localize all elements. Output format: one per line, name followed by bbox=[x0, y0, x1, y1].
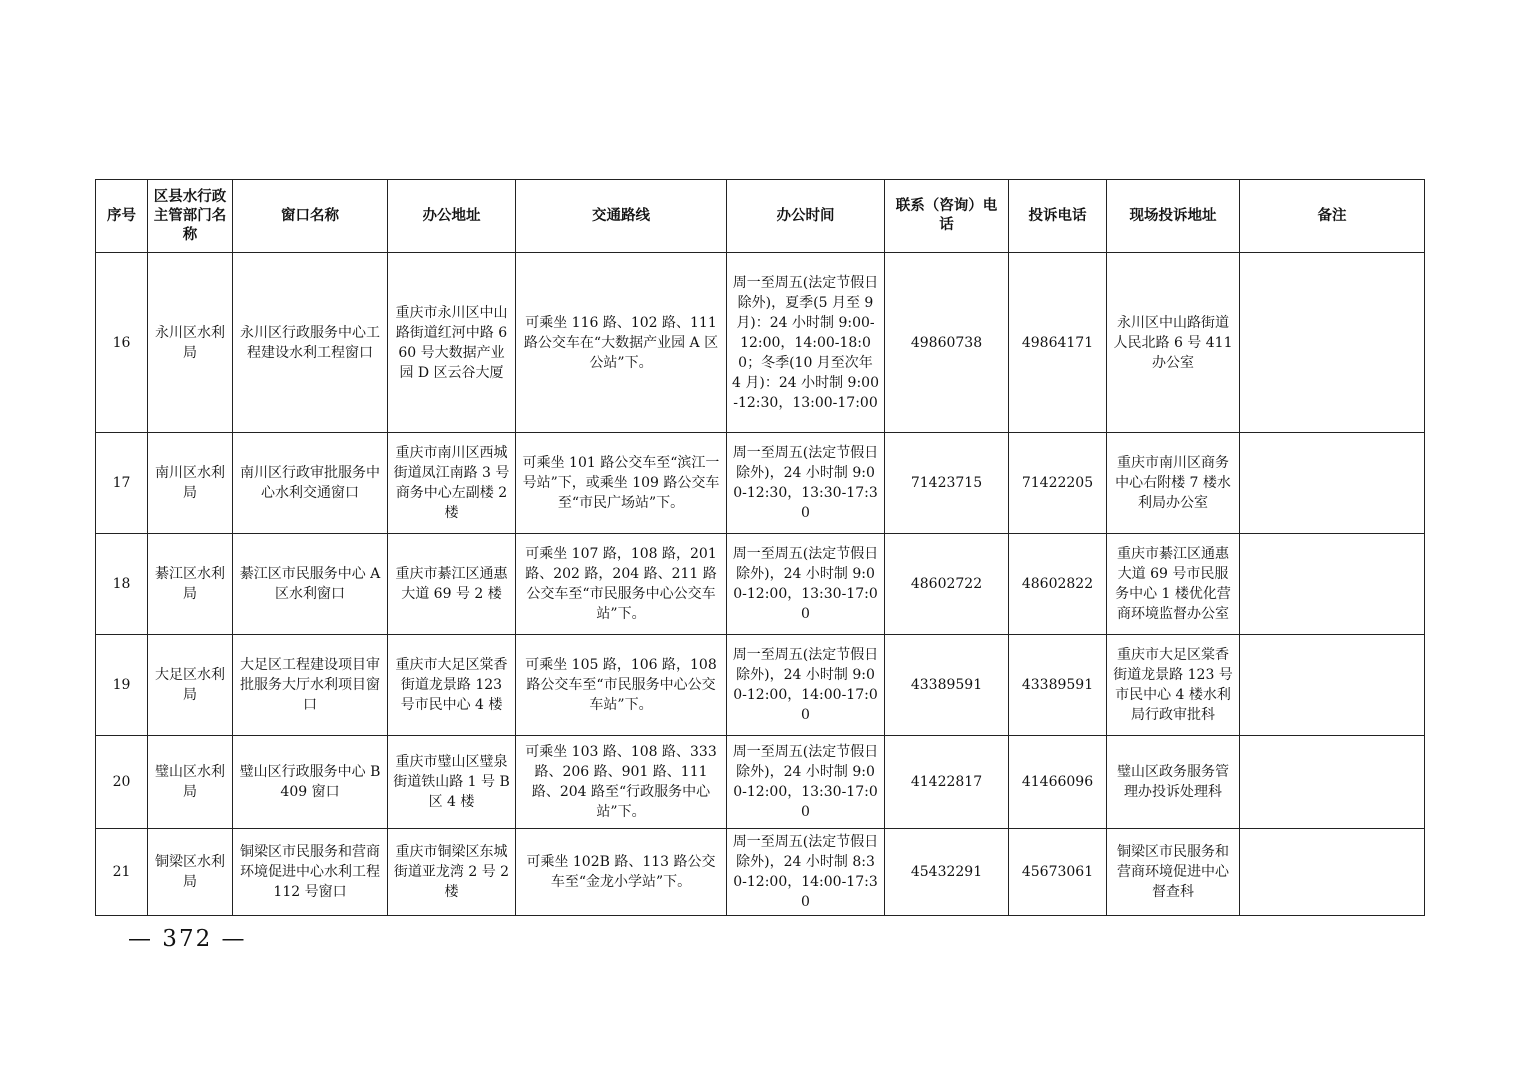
cell-address: 重庆市永川区中山路街道红河中路 660 号大数据产业园 D 区云谷大厦 bbox=[388, 253, 516, 433]
cell-phone: 43389591 bbox=[885, 635, 1009, 736]
cell-address: 重庆市璧山区璧泉街道铁山路 1 号 B 区 4 楼 bbox=[388, 736, 516, 829]
cell-no: 21 bbox=[96, 829, 148, 916]
cell-phone: 49860738 bbox=[885, 253, 1009, 433]
cell-phone: 41422817 bbox=[885, 736, 1009, 829]
cell-hours: 周一至周五(法定节假日除外)，24 小时制 9:00-12:00，13:30-17:00 bbox=[727, 736, 885, 829]
cell-no: 19 bbox=[96, 635, 148, 736]
cell-dept: 永川区水利局 bbox=[148, 253, 233, 433]
table-row bbox=[96, 736, 1425, 829]
cell-no: 16 bbox=[96, 253, 148, 433]
cell-complaint-phone: 49864171 bbox=[1009, 253, 1107, 433]
cell-window: 铜梁区市民服务和营商环境促进中心水利工程 112 号窗口 bbox=[233, 829, 388, 916]
cell-transport: 可乘坐 101 路公交车至“滨江一号站”下，或乘坐 109 路公交车至“市民广场站”下。 bbox=[516, 433, 727, 534]
cell-complaint-phone: 71422205 bbox=[1009, 433, 1107, 534]
cell-remark bbox=[1240, 534, 1425, 635]
cell-transport: 可乘坐 107 路，108 路，201 路、202 路，204 路、211 路公交车至“市民服务中心公交车站”下。 bbox=[516, 534, 727, 635]
cell-transport: 可乘坐 102B 路、113 路公交车至“金龙小学站”下。 bbox=[516, 829, 727, 916]
header-hours: 办公时间 bbox=[727, 180, 885, 253]
header-address: 办公地址 bbox=[388, 180, 516, 253]
cell-dept: 大足区水利局 bbox=[148, 635, 233, 736]
cell-address: 重庆市大足区棠香街道龙景路 123 号市民中心 4 楼 bbox=[388, 635, 516, 736]
cell-dept: 南川区水利局 bbox=[148, 433, 233, 534]
header-phone: 联系（咨询）电话 bbox=[885, 180, 1009, 253]
table-header-row bbox=[96, 180, 1425, 253]
cell-transport: 可乘坐 116 路、102 路、111 路公交车在“大数据产业园 A 区公站”下。 bbox=[516, 253, 727, 433]
cell-hours: 周一至周五(法定节假日除外)，夏季(5 月至 9 月)：24 小时制 9:00-12:00，14:00-18:00；冬季(10 月至次年 4 月)：24 小时制 9:00-12:30，13:00-17:00 bbox=[727, 253, 885, 433]
cell-remark bbox=[1240, 829, 1425, 916]
cell-complaint-phone: 48602822 bbox=[1009, 534, 1107, 635]
cell-hours: 周一至周五(法定节假日除外)，24 小时制 9:00-12:00，13:30-17:00 bbox=[727, 534, 885, 635]
cell-no: 17 bbox=[96, 433, 148, 534]
cell-complaint-phone: 41466096 bbox=[1009, 736, 1107, 829]
cell-phone: 45432291 bbox=[885, 829, 1009, 916]
header-no: 序号 bbox=[96, 180, 148, 253]
cell-complaint-phone: 43389591 bbox=[1009, 635, 1107, 736]
cell-no: 20 bbox=[96, 736, 148, 829]
cell-window: 永川区行政服务中心工程建设水利工程窗口 bbox=[233, 253, 388, 433]
cell-remark bbox=[1240, 253, 1425, 433]
cell-hours: 周一至周五(法定节假日除外)，24 小时制 9:00-12:00，14:00-17:00 bbox=[727, 635, 885, 736]
cell-complaint-address: 重庆市南川区商务中心右附楼 7 楼水利局办公室 bbox=[1107, 433, 1240, 534]
cell-remark bbox=[1240, 635, 1425, 736]
cell-hours: 周一至周五(法定节假日除外)，24 小时制 9:00-12:30，13:30-17:30 bbox=[727, 433, 885, 534]
table-row bbox=[96, 253, 1425, 433]
table-row bbox=[96, 534, 1425, 635]
cell-hours: 周一至周五(法定节假日除外)，24 小时制 8:30-12:00，14:00-17:30 bbox=[727, 829, 885, 916]
cell-no: 18 bbox=[96, 534, 148, 635]
cell-address: 重庆市綦江区通惠大道 69 号 2 楼 bbox=[388, 534, 516, 635]
cell-window: 綦江区市民服务中心 A 区水利窗口 bbox=[233, 534, 388, 635]
table-row bbox=[96, 433, 1425, 534]
cell-complaint-address: 重庆市大足区棠香街道龙景路 123 号市民中心 4 楼水利局行政审批科 bbox=[1107, 635, 1240, 736]
cell-complaint-address: 璧山区政务服务管理办投诉处理科 bbox=[1107, 736, 1240, 829]
cell-dept: 璧山区水利局 bbox=[148, 736, 233, 829]
cell-complaint-phone: 45673061 bbox=[1009, 829, 1107, 916]
cell-dept: 綦江区水利局 bbox=[148, 534, 233, 635]
header-remark: 备注 bbox=[1240, 180, 1425, 253]
cell-remark bbox=[1240, 433, 1425, 534]
header-complaint-address: 现场投诉地址 bbox=[1107, 180, 1240, 253]
cell-window: 大足区工程建设项目审批服务大厅水利项目窗口 bbox=[233, 635, 388, 736]
service-window-table bbox=[95, 179, 1425, 916]
cell-address: 重庆市铜梁区东城街道亚龙湾 2 号 2 楼 bbox=[388, 829, 516, 916]
cell-phone: 71423715 bbox=[885, 433, 1009, 534]
cell-complaint-address: 铜梁区市民服务和营商环境促进中心督查科 bbox=[1107, 829, 1240, 916]
page-number: — 372 — bbox=[128, 926, 247, 952]
header-dept: 区县水行政主管部门名称 bbox=[148, 180, 233, 253]
header-transport: 交通路线 bbox=[516, 180, 727, 253]
cell-complaint-address: 重庆市綦江区通惠大道 69 号市民服务中心 1 楼优化营商环境监督办公室 bbox=[1107, 534, 1240, 635]
cell-complaint-address: 永川区中山路街道人民北路 6 号 411 办公室 bbox=[1107, 253, 1240, 433]
cell-address: 重庆市南川区西城街道凤江南路 3 号商务中心左副楼 2 楼 bbox=[388, 433, 516, 534]
cell-dept: 铜梁区水利局 bbox=[148, 829, 233, 916]
table-row bbox=[96, 829, 1425, 916]
cell-transport: 可乘坐 105 路，106 路，108 路公交车至“市民服务中心公交车站”下。 bbox=[516, 635, 727, 736]
cell-remark bbox=[1240, 736, 1425, 829]
header-window: 窗口名称 bbox=[233, 180, 388, 253]
header-complaint-phone: 投诉电话 bbox=[1009, 180, 1107, 253]
cell-phone: 48602722 bbox=[885, 534, 1009, 635]
cell-window: 南川区行政审批服务中心水利交通窗口 bbox=[233, 433, 388, 534]
cell-transport: 可乘坐 103 路、108 路、333 路、206 路、901 路、111 路、204 路至“行政服务中心站”下。 bbox=[516, 736, 727, 829]
table-row bbox=[96, 635, 1425, 736]
cell-window: 璧山区行政服务中心 B409 窗口 bbox=[233, 736, 388, 829]
